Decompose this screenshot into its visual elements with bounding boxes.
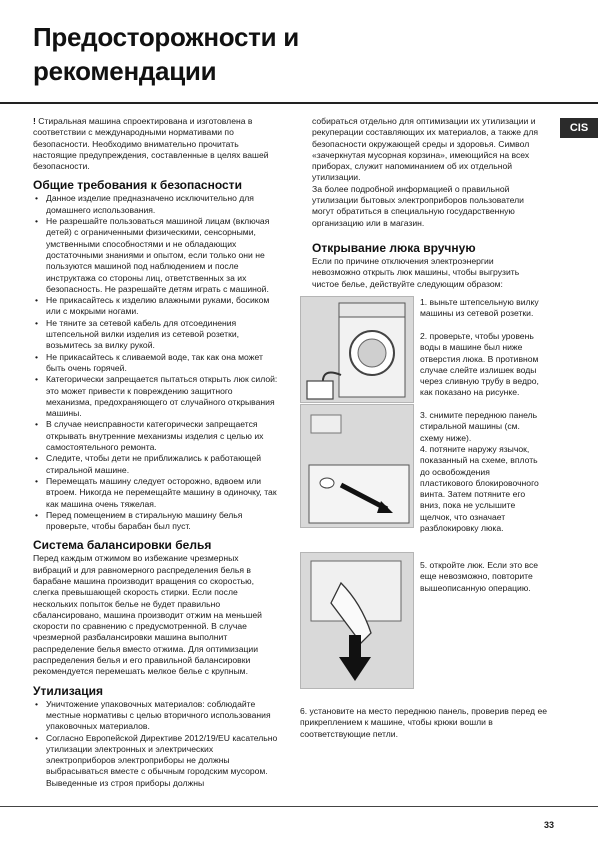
warning-icon: !	[33, 116, 36, 126]
list-item: • Следите, чтобы дети не приближались к работающей стиральной машине.	[46, 453, 279, 476]
right-column	[312, 116, 544, 290]
step-1: 1. выньте штепсельную вилку машины из сетевой розетки.	[420, 297, 539, 319]
header-rule	[0, 102, 598, 104]
disposal-list	[33, 699, 279, 789]
left-column	[33, 116, 279, 789]
step-6: 6. установите на место переднюю панель, проверив перед ее прикреплением к машине, чтобы крюки вошли в соответствующие петли.	[300, 706, 548, 739]
step-4: 4. потяните наружу язычок, показанный на схеме, вплоть до освобождения пластикового блокировочного винта. Затем потяните его вниз, пока не услышите щелчок, что означает разблокировку люка.	[420, 444, 539, 534]
list-item: • Категорически запрещается пытаться открыть люк силой: это может привести к повреждению защитного механизма, предохраняющего от случайного открывания машины.	[46, 374, 279, 419]
list-item: • Уничтожение упаковочных материалов: соблюдайте местные нормативы с целью вторичного использования упаковочных материалов.	[46, 699, 279, 733]
list-item: • Не прикасайтесь к изделию влажными руками, босиком или с мокрыми ногами.	[46, 295, 279, 318]
step-2: 2. проверьте, чтобы уровень воды в машине был ниже отверстия люка. В противном случае слейте излишек воды через сливную трубу в ведро, как показано на рисунке.	[420, 331, 539, 398]
page-title	[33, 20, 299, 88]
disposal-info-text: За более подробной информацией о правильной утилизации бытовых электроприборов пользователи могут обратиться в специальную государственную организацию или в магазин.	[312, 183, 524, 228]
list-item: • Перемещать машину следует осторожно, вдвоем или втроем. Никогда не перемещайте машину в одиночку, так как машина очень тяжелая.	[46, 476, 279, 510]
language-tab: CIS	[560, 118, 598, 138]
list-item: • Не прикасайтесь к сливаемой воде, так как она может быть очень горячей.	[46, 352, 279, 375]
section-door-heading: Открывание люка вручную	[312, 240, 476, 255]
front-panel-icon	[301, 405, 413, 527]
section-disposal-heading: Утилизация	[33, 683, 103, 698]
list-item: • Перед помещением в стиральную машину белья проверьте, чтобы барабан был пуст.	[46, 510, 279, 533]
door-release-illustration	[300, 552, 414, 689]
section-balancing-heading: Система балансировки белья	[33, 538, 212, 553]
balancing-text: Перед каждым отжимом во избежание чрезмерных вибраций и для равномерного распределения белья в барабане машина производит вращения со скоростью, слегка превышающей скорость стирки. Если после нескольких попыток белье не будет правильно сбалансировано, машина производит отжим на меньшей скорости по сравнению с предусмотренной. В случае чрезмерной разбалансировки машина выполнит распределение белья вместо отжима. Для оптимизации распределения белья и его правильной балансировки рекомендуется перемешать мелкое белье с крупным.	[33, 553, 262, 677]
page-number: 33	[543, 820, 554, 830]
list-item: • Не тяните за сетевой кабель для отсоединения штепсельной вилки изделия из сетевой розетки, возьмитесь за вилку рукой.	[46, 318, 279, 352]
safety-list	[33, 193, 279, 532]
list-item: • В случае неисправности категорически запрещается открывать внутренние механизмы изделия с целью их самостоятельного ремонта.	[46, 419, 279, 453]
list-item: • Данное изделие предназначено исключительно для домашнего использования.	[46, 193, 279, 216]
step-3: 3. снимите переднюю панель стиральной машины (см. схему ниже).	[420, 410, 538, 443]
disposal-continued-text: собираться отдельно для оптимизации их утилизации и рекуперации составляющих их материалов, а также для безопасности окружающей среды и здоровья. Символ «зачеркнутая мусорная корзина», имеющийся на всех приборах, служит напоминанием об их отдельной утилизации.	[312, 116, 539, 183]
step-5: 5. откройте люк. Если это все еще невозможно, повторите вышеописанную операцию.	[420, 560, 539, 593]
footer-rule	[0, 806, 598, 807]
hand-icon	[301, 553, 413, 688]
page-title-line1: Предосторожности и	[33, 22, 299, 52]
washer-icon	[301, 297, 413, 402]
page-title-line2: рекомендации	[33, 56, 217, 86]
intro-paragraph	[33, 116, 279, 172]
door-intro-text: Если по причине отключения электроэнергии невозможно открыть люк машины, чтобы выгрузить чистое белье, действуйте следующим образом:	[312, 255, 520, 289]
washer-drain-illustration	[300, 296, 414, 403]
list-item: • Согласно Европейской Директиве 2012/19/EU касательно утилизации электронных и электрических электроприборов электроприборы не должны выбрасываться вместе с обычным городским мусором. Выведенные из строя приборы должны	[46, 733, 279, 789]
front-panel-illustration	[300, 404, 414, 528]
list-item: • Не разрешайте пользоваться машиной лицам (включая детей) с ограниченными физическими, сенсорными, умственными способностями и не обладающих достаточными знаниями и опытом, если только они не пользуются машиной под наблюдением и после инструктажа со стороны лиц, ответственных за их безопасность. Не разрешайте детям играть с машиной.	[46, 216, 279, 295]
intro-text: Стиральная машина спроектирована и изготовлена в соответствии с международными нормативами по безопасности. Необходимо внимательно прочитать настоящие предупреждения, составленные в целях вашей безопасности.	[33, 116, 269, 172]
section-safety-heading: Общие требования к безопасности	[33, 178, 242, 193]
